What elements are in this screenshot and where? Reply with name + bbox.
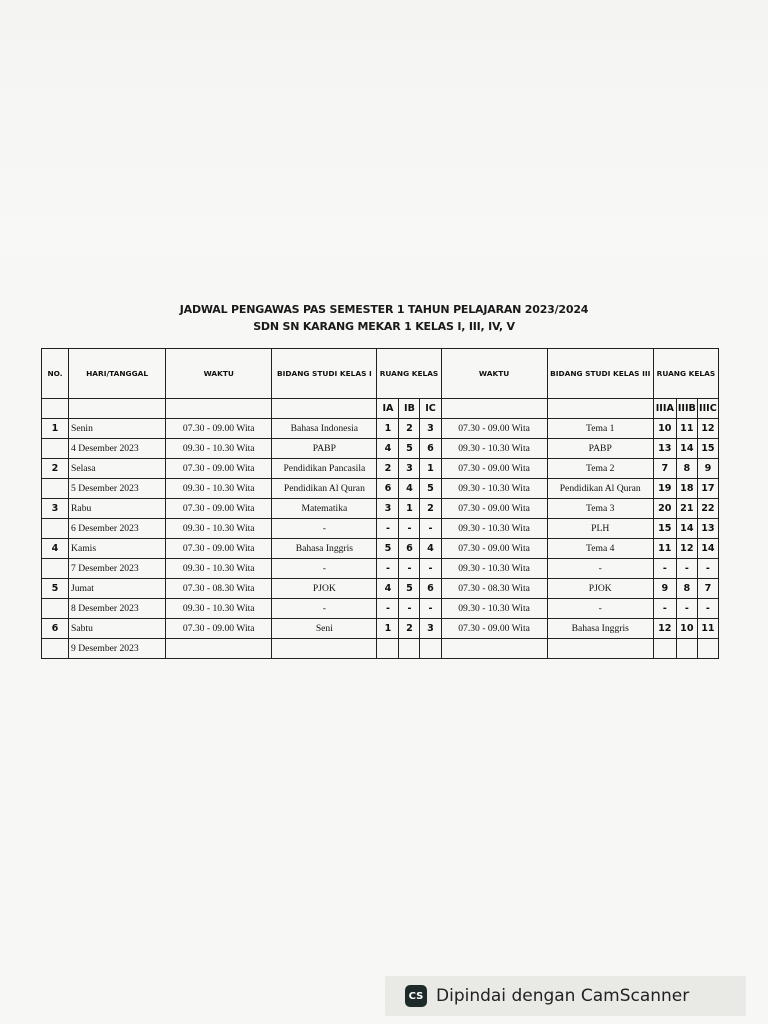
table-row — [42, 639, 719, 659]
cell-bidang-studi-kelas-1: Pendidikan Al Quran — [272, 479, 377, 499]
cell-no — [42, 439, 69, 459]
cell-ruang-iiia: 11 — [653, 539, 676, 559]
cell-bidang-studi-kelas-3: PABP — [547, 439, 653, 459]
cell-bidang-studi-kelas-3: Tema 2 — [547, 459, 653, 479]
cell-waktu-2: 07.30 - 09.00 Wita — [441, 539, 547, 559]
cell-no: 1 — [42, 419, 69, 439]
cell-ruang-ic: 6 — [420, 439, 441, 459]
cell-hari-tanggal: Selasa — [69, 459, 166, 479]
cell-waktu-2: 09.30 - 10.30 Wita — [441, 599, 547, 619]
cell-no: 6 — [42, 619, 69, 639]
cell-waktu-2: 07.30 - 08.30 Wita — [441, 579, 547, 599]
cell-ruang-iiib: 12 — [676, 539, 697, 559]
table-row — [42, 519, 719, 539]
cell-bidang-studi-kelas-1 — [272, 639, 377, 659]
subheader-row — [42, 399, 719, 419]
cell-hari-tanggal: Kamis — [69, 539, 166, 559]
cell-ruang-ia: 4 — [377, 579, 399, 599]
cell-no: 3 — [42, 499, 69, 519]
cell-bidang-studi-kelas-3: Bahasa Inggris — [547, 619, 653, 639]
cell-ruang-ib: - — [399, 559, 420, 579]
cell-no: 2 — [42, 459, 69, 479]
cell-ruang-ic: 5 — [420, 479, 441, 499]
cell-bidang-studi-kelas-1: PJOK — [272, 579, 377, 599]
cell-bidang-studi-kelas-1: - — [272, 519, 377, 539]
cell-ruang-iiic: - — [697, 599, 718, 619]
cell-ruang-iiic: 11 — [697, 619, 718, 639]
header-bidang-studi-kelas-1: BIDANG STUDI KELAS I — [272, 349, 377, 399]
cell-ruang-ia — [377, 639, 399, 659]
cell-ruang-iiia: 13 — [653, 439, 676, 459]
scan-shade — [0, 0, 768, 255]
cell-ruang-iiia: 15 — [653, 519, 676, 539]
cell-ruang-ia: 6 — [377, 479, 399, 499]
cell-ruang-ia: 1 — [377, 619, 399, 639]
cell-waktu-2: 07.30 - 09.00 Wita — [441, 499, 547, 519]
cell-bidang-studi-kelas-1: Pendidikan Pancasila — [272, 459, 377, 479]
cell-ruang-iiic: 12 — [697, 419, 718, 439]
cell-no — [42, 479, 69, 499]
cell-bidang-studi-kelas-1: Bahasa Inggris — [272, 539, 377, 559]
cell-ruang-ib: 5 — [399, 579, 420, 599]
cell-waktu-2: 09.30 - 10.30 Wita — [441, 519, 547, 539]
cell-ruang-ic: 1 — [420, 459, 441, 479]
cell-bidang-studi-kelas-1: - — [272, 599, 377, 619]
cell-ruang-ib: 1 — [399, 499, 420, 519]
cell-ruang-iiib: 10 — [676, 619, 697, 639]
table-row — [42, 499, 719, 519]
cell-bidang-studi-kelas-3: Pendidikan Al Quran — [547, 479, 653, 499]
cell-ruang-ib: 2 — [399, 619, 420, 639]
cell-ruang-ic: - — [420, 599, 441, 619]
cell-ruang-iiic — [697, 639, 718, 659]
cell-bidang-studi-kelas-3 — [547, 639, 653, 659]
cell-ruang-ib: 3 — [399, 459, 420, 479]
table-row — [42, 439, 719, 459]
cell-bidang-studi-kelas-1: Matematika — [272, 499, 377, 519]
cell-ruang-ia: 4 — [377, 439, 399, 459]
header-waktu-1: WAKTU — [166, 349, 272, 399]
cell-waktu-1: 07.30 - 09.00 Wita — [166, 539, 272, 559]
cell-bidang-studi-kelas-3: - — [547, 599, 653, 619]
subheader-empty — [166, 399, 272, 419]
cell-ruang-ib — [399, 639, 420, 659]
cell-hari-tanggal: Rabu — [69, 499, 166, 519]
cell-bidang-studi-kelas-3: - — [547, 559, 653, 579]
cell-ruang-ib: 2 — [399, 419, 420, 439]
cell-bidang-studi-kelas-1: PABP — [272, 439, 377, 459]
subheader-ia: IA — [377, 399, 399, 419]
cell-no: 5 — [42, 579, 69, 599]
cell-ruang-iiic: 9 — [697, 459, 718, 479]
cell-waktu-2: 07.30 - 09.00 Wita — [441, 419, 547, 439]
table-row — [42, 579, 719, 599]
cell-waktu-1: 07.30 - 09.00 Wita — [166, 499, 272, 519]
schedule-body — [42, 419, 719, 659]
subheader-iiic: IIIC — [697, 399, 718, 419]
table-row — [42, 539, 719, 559]
cell-waktu-1: 09.30 - 10.30 Wita — [166, 599, 272, 619]
cell-waktu-2: 07.30 - 09.00 Wita — [441, 459, 547, 479]
cell-waktu-2 — [441, 639, 547, 659]
cell-ruang-iiic: 7 — [697, 579, 718, 599]
cell-waktu-1: 09.30 - 10.30 Wita — [166, 559, 272, 579]
cell-ruang-ic: - — [420, 559, 441, 579]
cell-bidang-studi-kelas-3: Tema 4 — [547, 539, 653, 559]
cell-waktu-1: 07.30 - 09.00 Wita — [166, 419, 272, 439]
cell-ruang-ib: - — [399, 519, 420, 539]
document-title — [0, 301, 768, 335]
cell-ruang-ic: 3 — [420, 619, 441, 639]
cell-ruang-ic: 2 — [420, 499, 441, 519]
cell-hari-tanggal: 4 Desember 2023 — [69, 439, 166, 459]
header-bidang-studi-kelas-3: BIDANG STUDI KELAS III — [547, 349, 653, 399]
title-line-2: SDN SN KARANG MEKAR 1 KELAS I, III, IV, V — [253, 320, 515, 333]
cell-no — [42, 599, 69, 619]
subheader-ic: IC — [420, 399, 441, 419]
subheader-empty — [547, 399, 653, 419]
table-row — [42, 459, 719, 479]
header-ruang-kelas-1: RUANG KELAS — [377, 349, 441, 399]
cell-bidang-studi-kelas-1: - — [272, 559, 377, 579]
cell-ruang-ia: - — [377, 599, 399, 619]
cell-bidang-studi-kelas-3: PLH — [547, 519, 653, 539]
cell-ruang-ia: 1 — [377, 419, 399, 439]
cell-ruang-ic — [420, 639, 441, 659]
cell-waktu-2: 09.30 - 10.30 Wita — [441, 439, 547, 459]
cell-ruang-iiia: 12 — [653, 619, 676, 639]
cell-waktu-1: 09.30 - 10.30 Wita — [166, 519, 272, 539]
camscanner-watermark — [385, 976, 746, 1016]
cell-ruang-ia: 5 — [377, 539, 399, 559]
cell-ruang-iiic: - — [697, 559, 718, 579]
cell-waktu-1: 07.30 - 09.00 Wita — [166, 459, 272, 479]
cell-ruang-iiic: 15 — [697, 439, 718, 459]
cell-hari-tanggal: Sabtu — [69, 619, 166, 639]
cell-ruang-iiib — [676, 639, 697, 659]
table-row — [42, 419, 719, 439]
subheader-ib: IB — [399, 399, 420, 419]
cell-bidang-studi-kelas-3: Tema 3 — [547, 499, 653, 519]
cell-ruang-iiic: 22 — [697, 499, 718, 519]
cell-ruang-ic: 3 — [420, 419, 441, 439]
cell-bidang-studi-kelas-1: Bahasa Indonesia — [272, 419, 377, 439]
subheader-empty — [69, 399, 166, 419]
cell-ruang-iiic: 13 — [697, 519, 718, 539]
cell-ruang-ib: - — [399, 599, 420, 619]
cell-bidang-studi-kelas-3: PJOK — [547, 579, 653, 599]
header-no: NO. — [42, 349, 69, 399]
subheader-iiib: IIIB — [676, 399, 697, 419]
table-row — [42, 619, 719, 639]
header-hari-tanggal: HARI/TANGGAL — [69, 349, 166, 399]
cell-ruang-ib: 6 — [399, 539, 420, 559]
subheader-empty — [441, 399, 547, 419]
camscanner-logo-icon: CS — [405, 985, 427, 1007]
cell-waktu-1: 07.30 - 08.30 Wita — [166, 579, 272, 599]
cell-ruang-iiib: 8 — [676, 579, 697, 599]
cell-ruang-ic: - — [420, 519, 441, 539]
table-row — [42, 479, 719, 499]
cell-hari-tanggal: 6 Desember 2023 — [69, 519, 166, 539]
cell-ruang-ia: - — [377, 519, 399, 539]
subheader-empty — [42, 399, 69, 419]
cell-no — [42, 519, 69, 539]
cell-hari-tanggal: 8 Desember 2023 — [69, 599, 166, 619]
cell-waktu-2: 07.30 - 09.00 Wita — [441, 619, 547, 639]
watermark-text: Dipindai dengan CamScanner — [436, 986, 690, 1006]
cell-ruang-ib: 4 — [399, 479, 420, 499]
cell-waktu-1: 09.30 - 10.30 Wita — [166, 479, 272, 499]
title-line-1: JADWAL PENGAWAS PAS SEMESTER 1 TAHUN PELAJARAN 2023/2024 — [179, 303, 589, 316]
cell-ruang-iiic: 17 — [697, 479, 718, 499]
subheader-iiia: IIIA — [653, 399, 676, 419]
cell-ruang-ic: 4 — [420, 539, 441, 559]
header-row — [42, 349, 719, 399]
cell-ruang-iiib: 14 — [676, 519, 697, 539]
schedule-table — [41, 348, 719, 659]
cell-hari-tanggal: 7 Desember 2023 — [69, 559, 166, 579]
cell-ruang-iiia: 10 — [653, 419, 676, 439]
cell-ruang-ia: 3 — [377, 499, 399, 519]
cell-waktu-1: 07.30 - 09.00 Wita — [166, 619, 272, 639]
cell-ruang-iiia: - — [653, 599, 676, 619]
cell-waktu-1 — [166, 639, 272, 659]
cell-hari-tanggal: Jumat — [69, 579, 166, 599]
cell-waktu-2: 09.30 - 10.30 Wita — [441, 479, 547, 499]
cell-waktu-2: 09.30 - 10.30 Wita — [441, 559, 547, 579]
cell-ruang-iiic: 14 — [697, 539, 718, 559]
header-ruang-kelas-3: RUANG KELAS — [653, 349, 718, 399]
cell-ruang-iiia: 19 — [653, 479, 676, 499]
table-row — [42, 559, 719, 579]
cell-ruang-iiia: 7 — [653, 459, 676, 479]
cell-no — [42, 559, 69, 579]
cell-ruang-iiia: 20 — [653, 499, 676, 519]
cell-ruang-iiia: 9 — [653, 579, 676, 599]
cell-bidang-studi-kelas-3: Tema 1 — [547, 419, 653, 439]
cell-waktu-1: 09.30 - 10.30 Wita — [166, 439, 272, 459]
cell-ruang-iiib: 21 — [676, 499, 697, 519]
cell-ruang-ib: 5 — [399, 439, 420, 459]
cell-ruang-iiib: 8 — [676, 459, 697, 479]
cell-ruang-iiib: 11 — [676, 419, 697, 439]
table-row — [42, 599, 719, 619]
cell-no: 4 — [42, 539, 69, 559]
cell-ruang-iiib: - — [676, 559, 697, 579]
cell-hari-tanggal: Senin — [69, 419, 166, 439]
cell-no — [42, 639, 69, 659]
cell-ruang-ia: 2 — [377, 459, 399, 479]
cell-ruang-ia: - — [377, 559, 399, 579]
header-waktu-2: WAKTU — [441, 349, 547, 399]
cell-bidang-studi-kelas-1: Seni — [272, 619, 377, 639]
cell-hari-tanggal: 5 Desember 2023 — [69, 479, 166, 499]
subheader-empty — [272, 399, 377, 419]
cell-ruang-iiib: - — [676, 599, 697, 619]
cell-ruang-iiia: - — [653, 559, 676, 579]
cell-ruang-ic: 6 — [420, 579, 441, 599]
cell-ruang-iiib: 18 — [676, 479, 697, 499]
cell-ruang-iiia — [653, 639, 676, 659]
cell-hari-tanggal: 9 Desember 2023 — [69, 639, 166, 659]
cell-ruang-iiib: 14 — [676, 439, 697, 459]
